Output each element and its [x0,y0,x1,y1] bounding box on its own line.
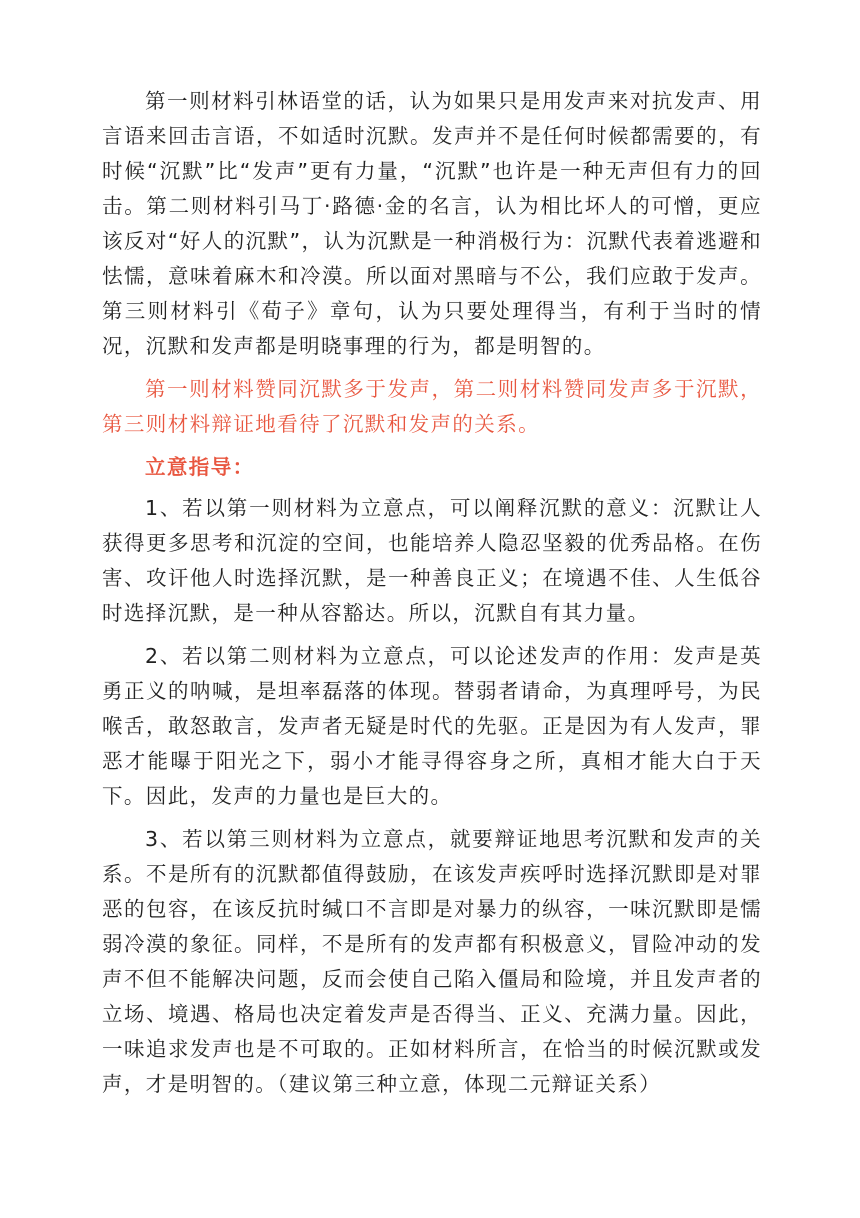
material-summary-paragraph: 第一则材料赞同沉默多于发声，第二则材料赞同发声多于沉默，第三则材料辩证地看待了沉默和发声的关系。 [102,377,762,436]
guidance-point-3: 3、若以第三则材料为立意点，就要辩证地思考沉默和发声的关系。不是所有的沉默都值得鼓励，在该发声疾呼时选择沉默即是对罪恶的包容，在该反抗时缄口不言即是对暴力的纵容，一味沉默即是懦弱冷漠的象征。同样，不是所有的发声都有积极意义，冒险冲动的发声不但不能解决问题，反而会使自己陷入僵局和险境，并且发声者的立场、境遇、格局也决定着发声是否得当、正义、充满力量。因此，一味追求发声也是不可取的。正如材料所言，在恰当的时候沉默或发声，才是明智的。（建议第三种立意，体现二元辩证关系） [102,827,762,1096]
material-analysis-paragraph: 第一则材料引林语堂的话，认为如果只是用发声来对抗发声、用言语来回击言语，不如适时沉默。发声并不是任何时候都需要的，有时候“沉默”比“发声”更有力量，“沉默”也许是一种无声但有力的回击。第二则材料引马丁·路德·金的名言，认为相比坏人的可憎，更应该反对“好人的沉默”，认为沉默是一种消极行为：沉默代表着逃避和怯懦，意味着麻木和冷漠。所以面对黑暗与不公，我们应敢于发声。第三则材料引《荀子》章句，认为只要处理得当，有利于当时的情况，沉默和发声都是明晓事理的行为，都是明智的。 [102,89,762,358]
guidance-point-2: 2、若以第二则材料为立意点，可以论述发声的作用：发声是英勇正义的呐喊，是坦率磊落的体现。替弱者请命，为真理呼号，为民喉舌，敢怒敢言，发声者无疑是时代的先驱。正是因为有人发声，罪恶才能曝于阳光之下，弱小才能寻得容身之所，真相才能大白于天下。因此，发声的力量也是巨大的。 [102,644,762,808]
guidance-heading: 立意指导： [145,455,255,479]
document-page [102,84,762,1110]
guidance-point-1: 1、若以第一则材料为立意点，可以阐释沉默的意义：沉默让人获得更多思考和沉淀的空间，也能培养人隐忍坚毅的优秀品格。在伤害、攻讦他人时选择沉默，是一种善良正义；在境遇不佳、人生低谷时选择沉默，是一种从容豁达。所以，沉默自有其力量。 [102,496,762,625]
